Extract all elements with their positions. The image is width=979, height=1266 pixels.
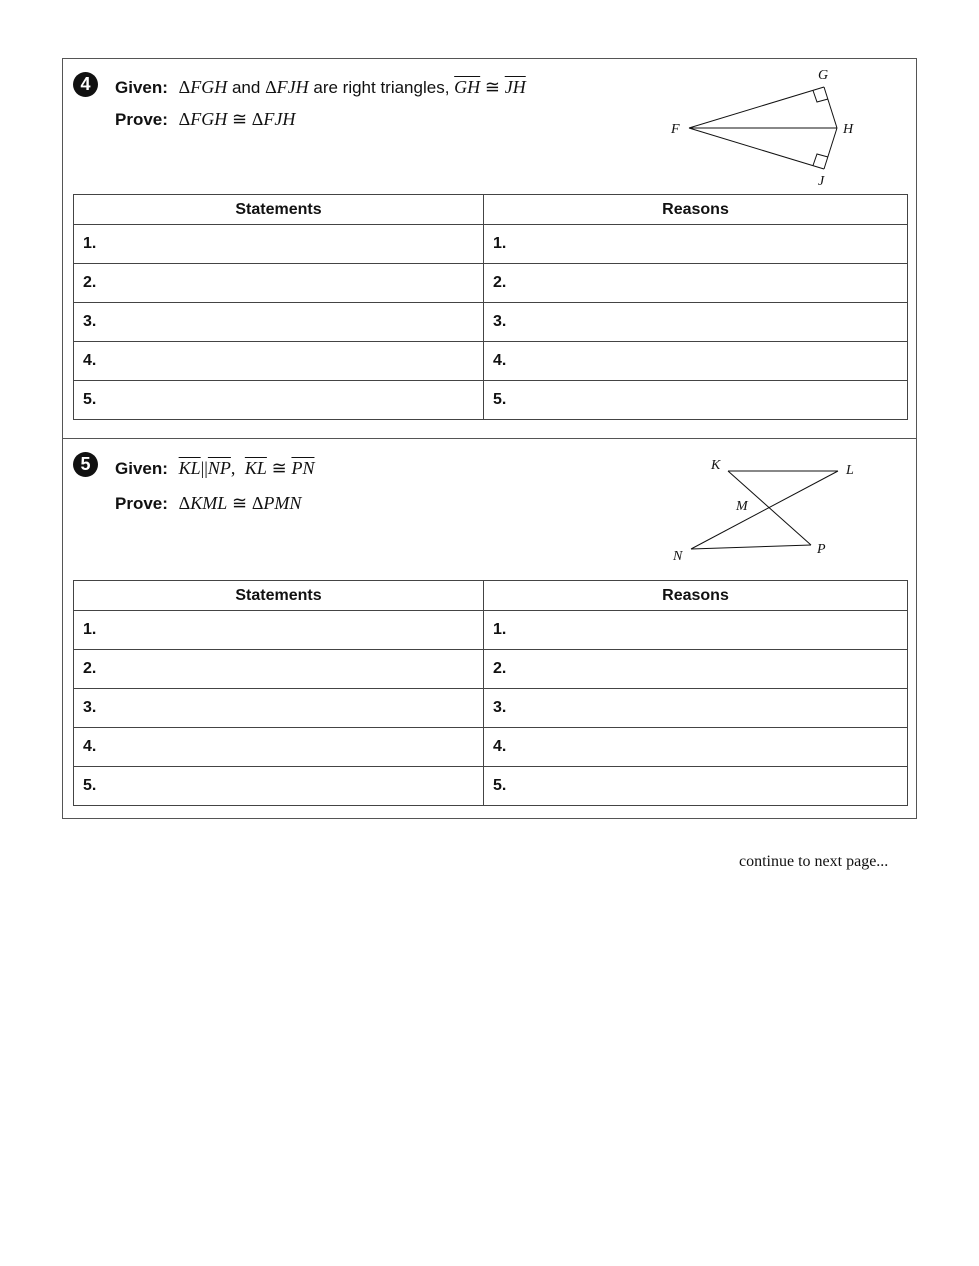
segment-name: $\overline{PN}$ (291, 458, 315, 478)
reason-cell[interactable]: 2. (484, 650, 908, 689)
separator-comma: , (230, 458, 236, 478)
given-text: and (231, 78, 261, 97)
segment-fj (689, 128, 824, 169)
statement-cell[interactable]: 5. (74, 381, 484, 420)
triangle-name: FJH (276, 77, 309, 97)
reason-cell[interactable]: 1. (484, 225, 908, 264)
table-row (74, 689, 908, 728)
statement-cell[interactable]: 1. (74, 225, 484, 264)
point-label-m: M (736, 499, 748, 514)
statements-header: Statements (74, 195, 484, 225)
statement-cell[interactable]: 3. (74, 689, 484, 728)
statement-cell[interactable]: 5. (74, 767, 484, 806)
problem-5 (62, 438, 917, 819)
reason-cell[interactable]: 3. (484, 689, 908, 728)
point-label-f: F (671, 122, 680, 137)
problem-number-badge: 4 (73, 72, 98, 97)
reason-cell[interactable]: 5. (484, 381, 908, 420)
segment-name: $\overline{JH}$ (504, 77, 526, 97)
point-label-p: P (817, 542, 826, 557)
continue-note: continue to next page... (739, 853, 889, 870)
prove-statement (115, 493, 301, 514)
point-label-l: L (846, 463, 854, 478)
statement-cell[interactable]: 4. (74, 728, 484, 767)
point-label-k: K (711, 458, 721, 473)
reason-cell[interactable]: 3. (484, 303, 908, 342)
parallel-symbol: || (200, 458, 208, 478)
triangle-symbol: Δ (265, 77, 277, 97)
triangle-name: FGH (190, 109, 228, 129)
triangle-symbol: Δ (178, 109, 191, 129)
problem-4 (62, 58, 917, 439)
statement-cell[interactable]: 3. (74, 303, 484, 342)
point-label-h: H (843, 122, 854, 137)
reason-cell[interactable]: 1. (484, 611, 908, 650)
point-label-g: G (818, 68, 829, 83)
triangle-figure-kml-pmn (661, 449, 861, 574)
statement-cell[interactable]: 4. (74, 342, 484, 381)
triangle-name: FGH (190, 77, 228, 97)
segment-name: $\overline{NP}$ (207, 458, 231, 478)
given-label: Given: (115, 78, 168, 97)
triangle-figure-fgh-fjh (661, 61, 861, 191)
segment-jh (824, 128, 837, 169)
problem-number-badge: 5 (73, 452, 98, 477)
triangle-symbol: Δ (251, 109, 264, 129)
proof-table-header-row (74, 195, 908, 225)
table-row (74, 342, 908, 381)
given-statement (115, 458, 314, 479)
congruent-symbol: ≅ (231, 493, 248, 513)
congruent-symbol: ≅ (484, 77, 500, 97)
reason-cell[interactable]: 5. (484, 767, 908, 806)
reason-cell[interactable]: 2. (484, 264, 908, 303)
segment-name: $\overline{KL}$ (244, 458, 267, 478)
reason-cell[interactable]: 4. (484, 728, 908, 767)
statement-cell[interactable]: 2. (74, 264, 484, 303)
congruent-symbol: ≅ (271, 458, 287, 478)
triangle-symbol: Δ (251, 493, 264, 513)
reasons-header: Reasons (484, 195, 908, 225)
table-row (74, 650, 908, 689)
segment-name: $\overline{GH}$ (454, 77, 481, 97)
reasons-header: Reasons (484, 581, 908, 611)
table-row (74, 264, 908, 303)
statements-header: Statements (74, 581, 484, 611)
segment-np (691, 545, 811, 549)
point-label-j: J (818, 174, 825, 189)
statement-cell[interactable]: 1. (74, 611, 484, 650)
proof-table-header-row (74, 581, 908, 611)
segment-name: $\overline{KL}$ (178, 458, 201, 478)
given-label: Given: (115, 459, 168, 478)
triangle-symbol: Δ (178, 493, 191, 513)
prove-statement (115, 109, 295, 130)
triangle-name: FJH (263, 109, 296, 129)
table-row (74, 303, 908, 342)
proof-table (73, 580, 908, 806)
table-row (74, 767, 908, 806)
proof-table (73, 194, 908, 420)
table-row (74, 381, 908, 420)
given-text: are right triangles, (313, 78, 450, 97)
table-row (74, 611, 908, 650)
triangle-name: KML (190, 493, 228, 513)
point-label-n: N (673, 549, 683, 564)
prove-label: Prove: (115, 110, 168, 129)
segment-fg (689, 87, 824, 128)
table-row (74, 728, 908, 767)
segment-ln (691, 471, 838, 549)
congruent-symbol: ≅ (231, 109, 248, 129)
reason-cell[interactable]: 4. (484, 342, 908, 381)
given-statement (115, 77, 526, 98)
prove-label: Prove: (115, 494, 168, 513)
statement-cell[interactable]: 2. (74, 650, 484, 689)
triangle-symbol: Δ (178, 77, 191, 97)
segment-gh (824, 87, 837, 128)
triangle-name: PMN (263, 493, 302, 513)
table-row (74, 225, 908, 264)
